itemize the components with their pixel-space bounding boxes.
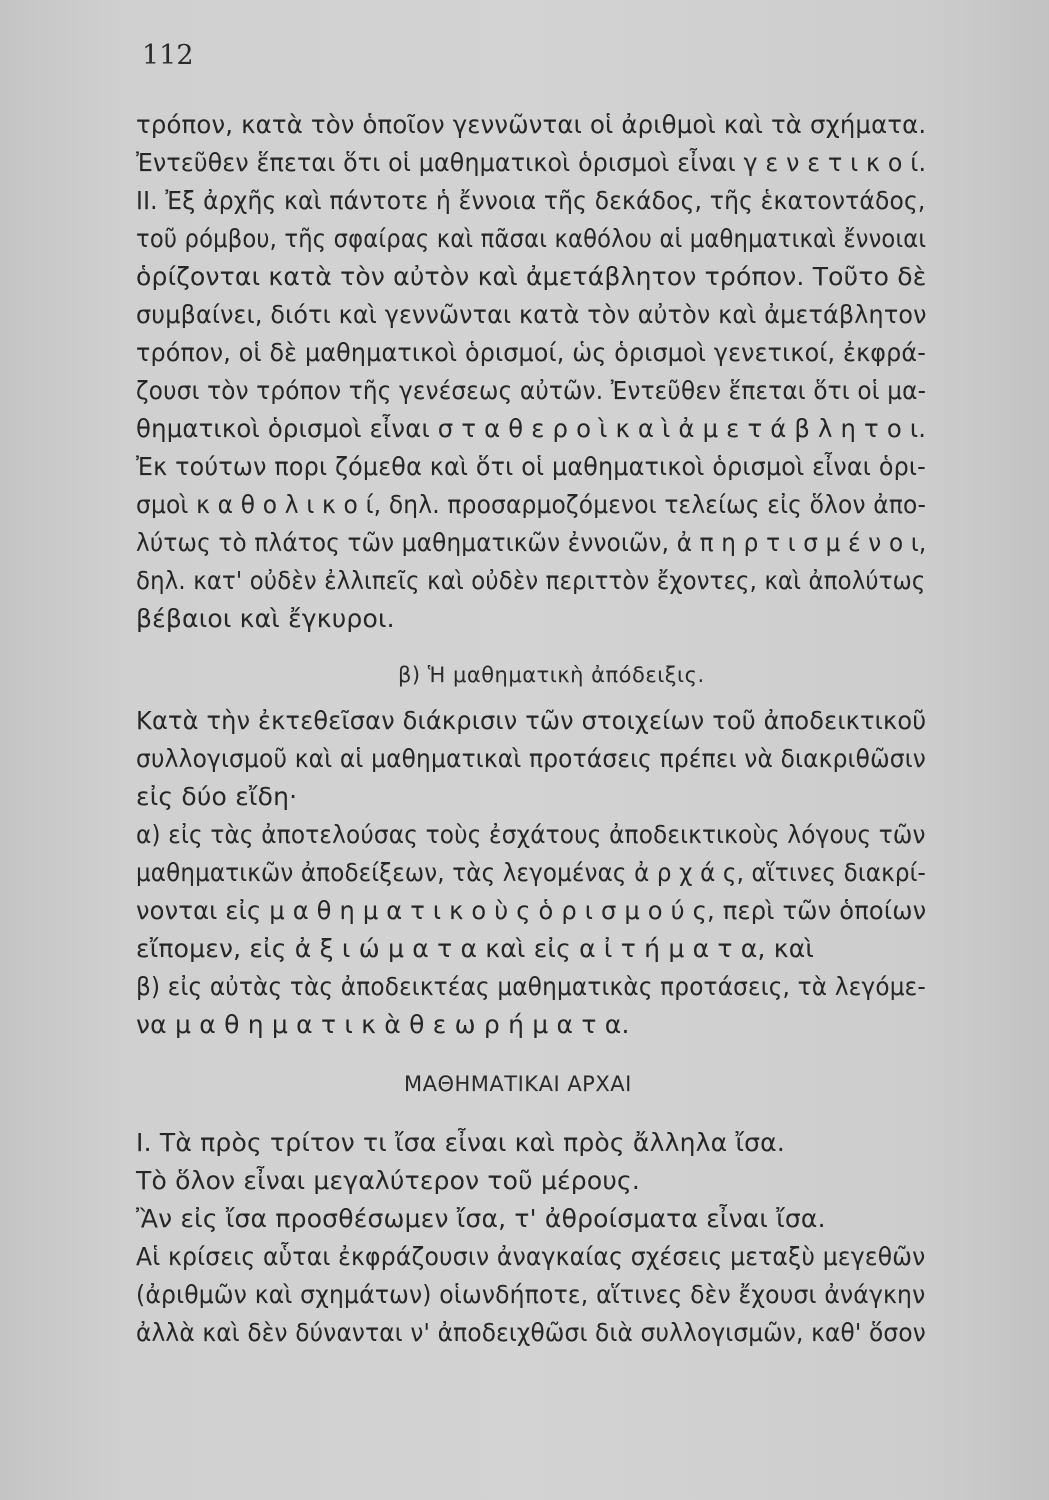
text-line: συλλογισμοῦ καὶ αἱ μαθηματικαὶ προτάσεις πρέπει νὰ διακριθῶσιν (136, 744, 927, 773)
text-line: Αἱ κρίσεις αὗται ἐκφράζουσιν ἀναγκαίας σχέσεις μεταξὺ μεγεθῶν (136, 1242, 926, 1271)
text-line: νονται εἰς μ α θ η μ α τ ι κ ο ὺ ς ὁ ρ ι σ μ ο ύ ς, περὶ τῶν ὁποίων (136, 896, 927, 925)
text-line: Ἐκ τούτων πορι ζόμεθα καὶ ὅτι οἱ μαθηματικοὶ ὁρισμοὶ εἶναι ὁρι- (136, 452, 926, 481)
text-line: Ἂν εἰς ἴσα προσθέσωμεν ἴσα, τ' ἀθροίσματα εἶναι ἴσα. (136, 1204, 826, 1233)
text-line: Κατὰ τὴν ἐκτεθεῖσαν διάκρισιν τῶν στοιχείων τοῦ ἀποδεικτικοῦ (136, 706, 927, 735)
text-line: Ἐντεῦθεν ἕπεται ὅτι οἱ μαθηματικοὶ ὁρισμοὶ εἶναι γ ε ν ε τ ι κ ο ί. (136, 148, 927, 177)
text-line: εἰς δύο εἴδη· (136, 782, 298, 811)
text-line: συμβαίνει, διότι καὶ γεννῶνται κατὰ τὸν αὐτὸν καὶ ἀμετάβλητον (136, 300, 927, 329)
text-line: τοῦ ρόμβου, τῆς σφαίρας καὶ πᾶσαι καθόλου αἱ μαθηματικαὶ ἔννοιαι (136, 224, 927, 253)
text-line: θηματικοὶ ὁρισμοὶ εἶναι σ τ α θ ε ρ ο ὶ κ α ὶ ἀ μ ε τ ά β λ η τ ο ι. (136, 414, 927, 443)
text-line: δηλ. κατ' οὐδὲν ἐλλιπεῖς καὶ οὐδὲν περιττὸν ἔχοντες, καὶ ἀπολύτως (136, 566, 926, 595)
section-heading-mathematical-proof: β) Ἡ μαθηματικὴ ἀπόδειξις. (398, 663, 705, 687)
text-line: α) εἰς τὰς ἀποτελούσας τοὺς ἐσχάτους ἀποδεικτικοὺς λόγους τῶν (136, 820, 926, 849)
text-line: (ἀριθμῶν καὶ σχημάτων) οἱωνδήποτε, αἵτινες δὲν ἔχουσι ἀνάγκην (136, 1280, 926, 1309)
text-line: β) εἰς αὐτὰς τὰς ἀποδεικτέας μαθηματικὰς προτάσεις, τὰ λεγόμε- (136, 972, 926, 1001)
text-line: τρόπον, οἱ δὲ μαθηματικοὶ ὁρισμοί, ὡς ὁρισμοὶ γενετικοί, ἐκφρά- (136, 338, 927, 367)
text-line: ζουσι τὸν τρόπον τῆς γενέσεως αὐτῶν. Ἐντεῦθεν ἕπεται ὅτι οἱ μα- (136, 376, 927, 405)
text-line: Τὸ ὅλον εἶναι μεγαλύτερον τοῦ μέρους. (136, 1166, 641, 1195)
page-number: 112 (142, 40, 194, 71)
text-line: λύτως τὸ πλάτος τῶν μαθηματικῶν ἐννοιῶν, ἀ π η ρ τ ι σ μ έ ν ο ι, (136, 528, 927, 557)
text-line: βέβαιοι καὶ ἔγκυροι. (136, 604, 395, 633)
text-line: ὁρίζονται κατὰ τὸν αὐτὸν καὶ ἀμετάβλητον τρόπον. Τοῦτο δὲ (136, 262, 927, 291)
text-line: μαθηματικῶν ἀποδείξεων, τὰς λεγομένας ἀ ρ χ ά ς, αἵτινες διακρί- (136, 858, 927, 887)
text-line: εἴπομεν, εἰς ἀ ξ ι ώ μ α τ α καὶ εἰς α ἰ τ ή μ α τ α, καὶ (136, 934, 815, 963)
text-line: ΙΙ. Ἐξ ἀρχῆς καὶ πάντοτε ἡ ἔννοια τῆς δεκάδος, τῆς ἑκατοντάδος, (136, 186, 926, 215)
text-line: σμοὶ κ α θ ο λ ι κ ο ί, δηλ. προσαρμοζόμενοι τελείως εἰς ὅλον ἀπο- (136, 490, 927, 519)
text-line: ἀλλὰ καὶ δὲν δύνανται ν' ἀποδειχθῶσι διὰ συλλογισμῶν, καθ' ὅσον (136, 1318, 926, 1347)
section-heading-mathematical-principles: ΜΑΘΗΜΑΤΙΚΑΙ ΑΡΧΑΙ (404, 1072, 632, 1096)
text-line: τρόπον, κατὰ τὸν ὁποῖον γεννῶνται οἱ ἀριθμοὶ καὶ τὰ σχήματα. (136, 110, 927, 139)
text-line: να μ α θ η μ α τ ι κ ὰ θ ε ω ρ ή μ α τ α. (136, 1010, 630, 1039)
text-line: Ι. Τὰ πρὸς τρίτον τι ἴσα εἶναι καὶ πρὸς ἄλληλα ἴσα. (136, 1128, 785, 1157)
